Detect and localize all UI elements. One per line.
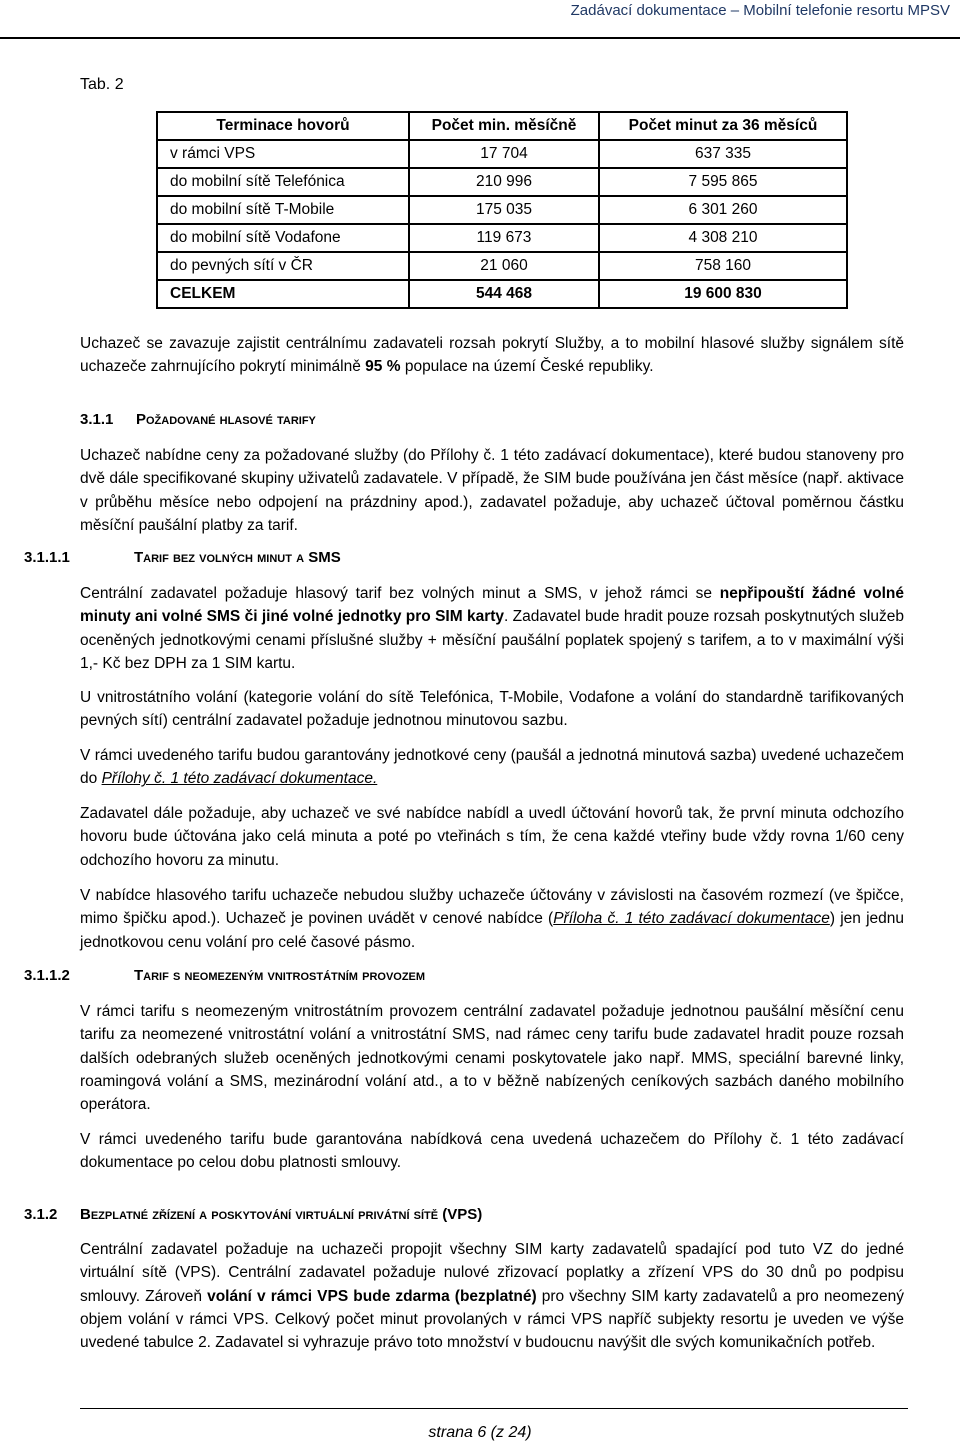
table-cell: 119 673 bbox=[409, 224, 599, 252]
table-row bbox=[157, 224, 847, 252]
table-cell: 175 035 bbox=[409, 196, 599, 224]
section-title: Tarif s neomezeným vnitrostátním provozem bbox=[134, 967, 426, 984]
section-3-1-1-paragraph: Uchazeč nabídne ceny za požadované služby (do Přílohy č. 1 této zadávací dokumentace), které budou stanoveny pro dvě dále specifikované skupiny uživatelů zadavatele. V případě, že SIM bude používána jen část měsíce (např. aktivace v průběhu měsíce nebo odpojení na prázdniny apod.), zadavatel požaduje, aby uchazeč účtoval poměrnou částku měsíční paušální platby za tarif. bbox=[80, 447, 904, 534]
table-header-row bbox=[157, 112, 847, 140]
table-row bbox=[157, 168, 847, 196]
section-number: 3.1.2 bbox=[24, 1206, 58, 1223]
text-run: pro všechny SIM karty zadavatelů a pro neomezený objem volání v rámci VPS. Celkový počet minut provolaných v rámci VPS napříč subjekty resortu je uveden ve výše uvedené tabulce 2. Zadavatel si vyhrazuje právo toto množství v budoucnu navýšit dle svých komunikačních potřeb. bbox=[80, 1287, 904, 1352]
table-row bbox=[157, 252, 847, 280]
text-run: V rámci uvedeného tarifu budou garantovány jednotkové ceny (paušál a jednotná minutová sazba) uvedené uchazečem do bbox=[80, 747, 904, 788]
section-title: Tarif bez volných minut a SMS bbox=[134, 549, 341, 566]
section-heading-3-1-2 bbox=[24, 1205, 482, 1225]
text-run: Uchazeč se zavazuje zajistit centrálnímu zadavateli rozsah pokrytí Služby, a to mobilní hlasové služby signálem sítě uchazeče zahrnujícího pokrytí minimálně bbox=[80, 335, 904, 376]
table-header-cell: Počet minut za 36 měsíců bbox=[599, 112, 847, 140]
section-3-1-2-paragraph bbox=[80, 1238, 904, 1354]
text-run: ) jen jednu jednotkovou cenu volání pro celé časové pásmo. bbox=[80, 910, 904, 951]
table-cell: 6 301 260 bbox=[599, 196, 847, 224]
table-cell: 7 595 865 bbox=[599, 168, 847, 196]
table-cell: 19 600 830 bbox=[599, 280, 847, 308]
footer-rule bbox=[80, 1408, 908, 1409]
text-run: Centrální zadavatel požaduje na uchazeči propojit všechny SIM karty zadavatelů spadající pod tuto VZ do jedné virtuální sítě (VPS). Centrální zadavatel požaduje nulové zřizovací poplatky a zřízení VPS do 30 dnů po podpisu smlouvy. Zároveň bbox=[80, 1241, 904, 1305]
table-cell: 544 468 bbox=[409, 280, 599, 308]
section-3-1-1-1-paragraph-5 bbox=[80, 884, 904, 954]
bold-run: nepřipouští žádné volné minuty ani volné SMS či jiné volné jednotky pro SIM karty bbox=[80, 585, 904, 626]
section-3-1-1-2-paragraph-1: V rámci tarifu s neomezeným vnitrostátním provozem centrální zadavatel požaduje jednotnou paušální měsíční cenu tarifu za neomezené vnitrostátní volání a vnitrostátní SMS, nad rámec ceny tarifu bude zadavatel hradit pouze rozsah dalších odebraných služeb oceněných jednotkovými cenami poskytovatele jako např. MMS, speciální barevné linky, roamingová volání a SMS, mezinárodní volání atd., a to v běžně nabízených ceníkových sazbách daného mobilního operátora. bbox=[80, 1003, 904, 1114]
section-3-1-1-1-paragraph-1 bbox=[80, 582, 904, 675]
section-heading-3-1-1-2 bbox=[24, 966, 425, 986]
attachment-reference: Přílohy č. 1 této zadávací dokumentace. bbox=[101, 770, 378, 788]
table-cell: 21 060 bbox=[409, 252, 599, 280]
table-total-row bbox=[157, 280, 847, 308]
table-cell: do mobilní sítě T-Mobile bbox=[157, 196, 409, 224]
table-cell: do pevných sítí v ČR bbox=[157, 252, 409, 280]
text-run: Centrální zadavatel požaduje hlasový tarif bez volných minut a SMS, v jehož rámci se bbox=[80, 585, 720, 602]
section-title-suffix: (VPS) bbox=[438, 1206, 483, 1223]
table-row bbox=[157, 140, 847, 168]
table-cell: v rámci VPS bbox=[157, 140, 409, 168]
page-number: strana 6 (z 24) bbox=[428, 1424, 532, 1441]
table-row bbox=[157, 196, 847, 224]
section-3-1-1-1-paragraph-2: U vnitrostátního volání (kategorie volání do sítě Telefónica, T-Mobile, Vodafone a volání do standardně tarifikovaných pevných sítí) centrální zadavatel požaduje jednotnou minutovou sazbu. bbox=[80, 689, 904, 730]
text-run: . Zadavatel bude hradit pouze rozsah poskytnutých služeb oceněných jednotkovými cenami příslušné služby + měsíční paušální poplatek spojený s tarifem, a to v maximální výši 1,- Kč bez DPH za 1 SIM kartu. bbox=[80, 608, 904, 672]
section-number: 3.1.1 bbox=[80, 411, 114, 428]
call-termination-table bbox=[156, 111, 848, 309]
text-run: populace na území České republiky. bbox=[400, 358, 654, 376]
section-number: 3.1.1.2 bbox=[24, 967, 70, 984]
bold-run: volání v rámci VPS bude zdarma (bezplatné) bbox=[207, 1287, 537, 1305]
table-cell: do mobilní sítě Vodafone bbox=[157, 224, 409, 252]
section-number: 3.1.1.1 bbox=[24, 549, 70, 566]
section-3-1-1-2-paragraph-2: V rámci uvedeného tarifu bude garantována nabídková cena uvedená uchazečem do Přílohy č. 1 této zadávací dokumentace po celou dobu platnosti smlouvy. bbox=[80, 1131, 904, 1172]
coverage-paragraph bbox=[80, 332, 904, 379]
table-cell: 758 160 bbox=[599, 252, 847, 280]
table-cell: 17 704 bbox=[409, 140, 599, 168]
table-cell: 4 308 210 bbox=[599, 224, 847, 252]
section-3-1-1-1-paragraph-4: Zadavatel dále požaduje, aby uchazeč ve své nabídce nabídl a uvedl účtování hovorů tak, že první minuta odchozího hovoru bude účtována jako celá minuta a poté po vteřinách s tím, že cena každé vteřiny bude vždy rovna 1/60 ceny odchozího hovoru za minutu. bbox=[80, 805, 904, 869]
bold-run: 95 % bbox=[365, 358, 401, 376]
section-heading-3-1-1-1 bbox=[24, 548, 341, 568]
section-heading-3-1-1 bbox=[80, 410, 316, 430]
table-label: Tab. 2 bbox=[80, 76, 124, 93]
section-title: Bezplatné zřízení a poskytování virtuální privátní sítě bbox=[80, 1206, 439, 1223]
table-cell: do mobilní sítě Telefónica bbox=[157, 168, 409, 196]
table-cell: CELKEM bbox=[157, 280, 409, 308]
text-run: V nabídce hlasového tarifu uchazeče nebudou služby uchazeče účtovány v závislosti na časovém rozmezí (ve špičce, mimo špičku apod.). Uchazeč je povinen uvádět v cenové nabídce ( bbox=[80, 887, 904, 928]
table-cell: 637 335 bbox=[599, 140, 847, 168]
table-header-cell: Počet min. měsíčně bbox=[409, 112, 599, 140]
header-rule bbox=[0, 37, 960, 39]
table-header-cell: Terminace hovorů bbox=[157, 112, 409, 140]
section-title: Požadované hlasové tarify bbox=[136, 411, 316, 428]
section-3-1-1-1-paragraph-3 bbox=[80, 744, 904, 791]
running-header: Zadávací dokumentace – Mobilní telefonie resortu MPSV bbox=[570, 2, 950, 19]
table-cell: 210 996 bbox=[409, 168, 599, 196]
attachment-reference: Příloha č. 1 této zadávací dokumentace bbox=[553, 910, 830, 928]
